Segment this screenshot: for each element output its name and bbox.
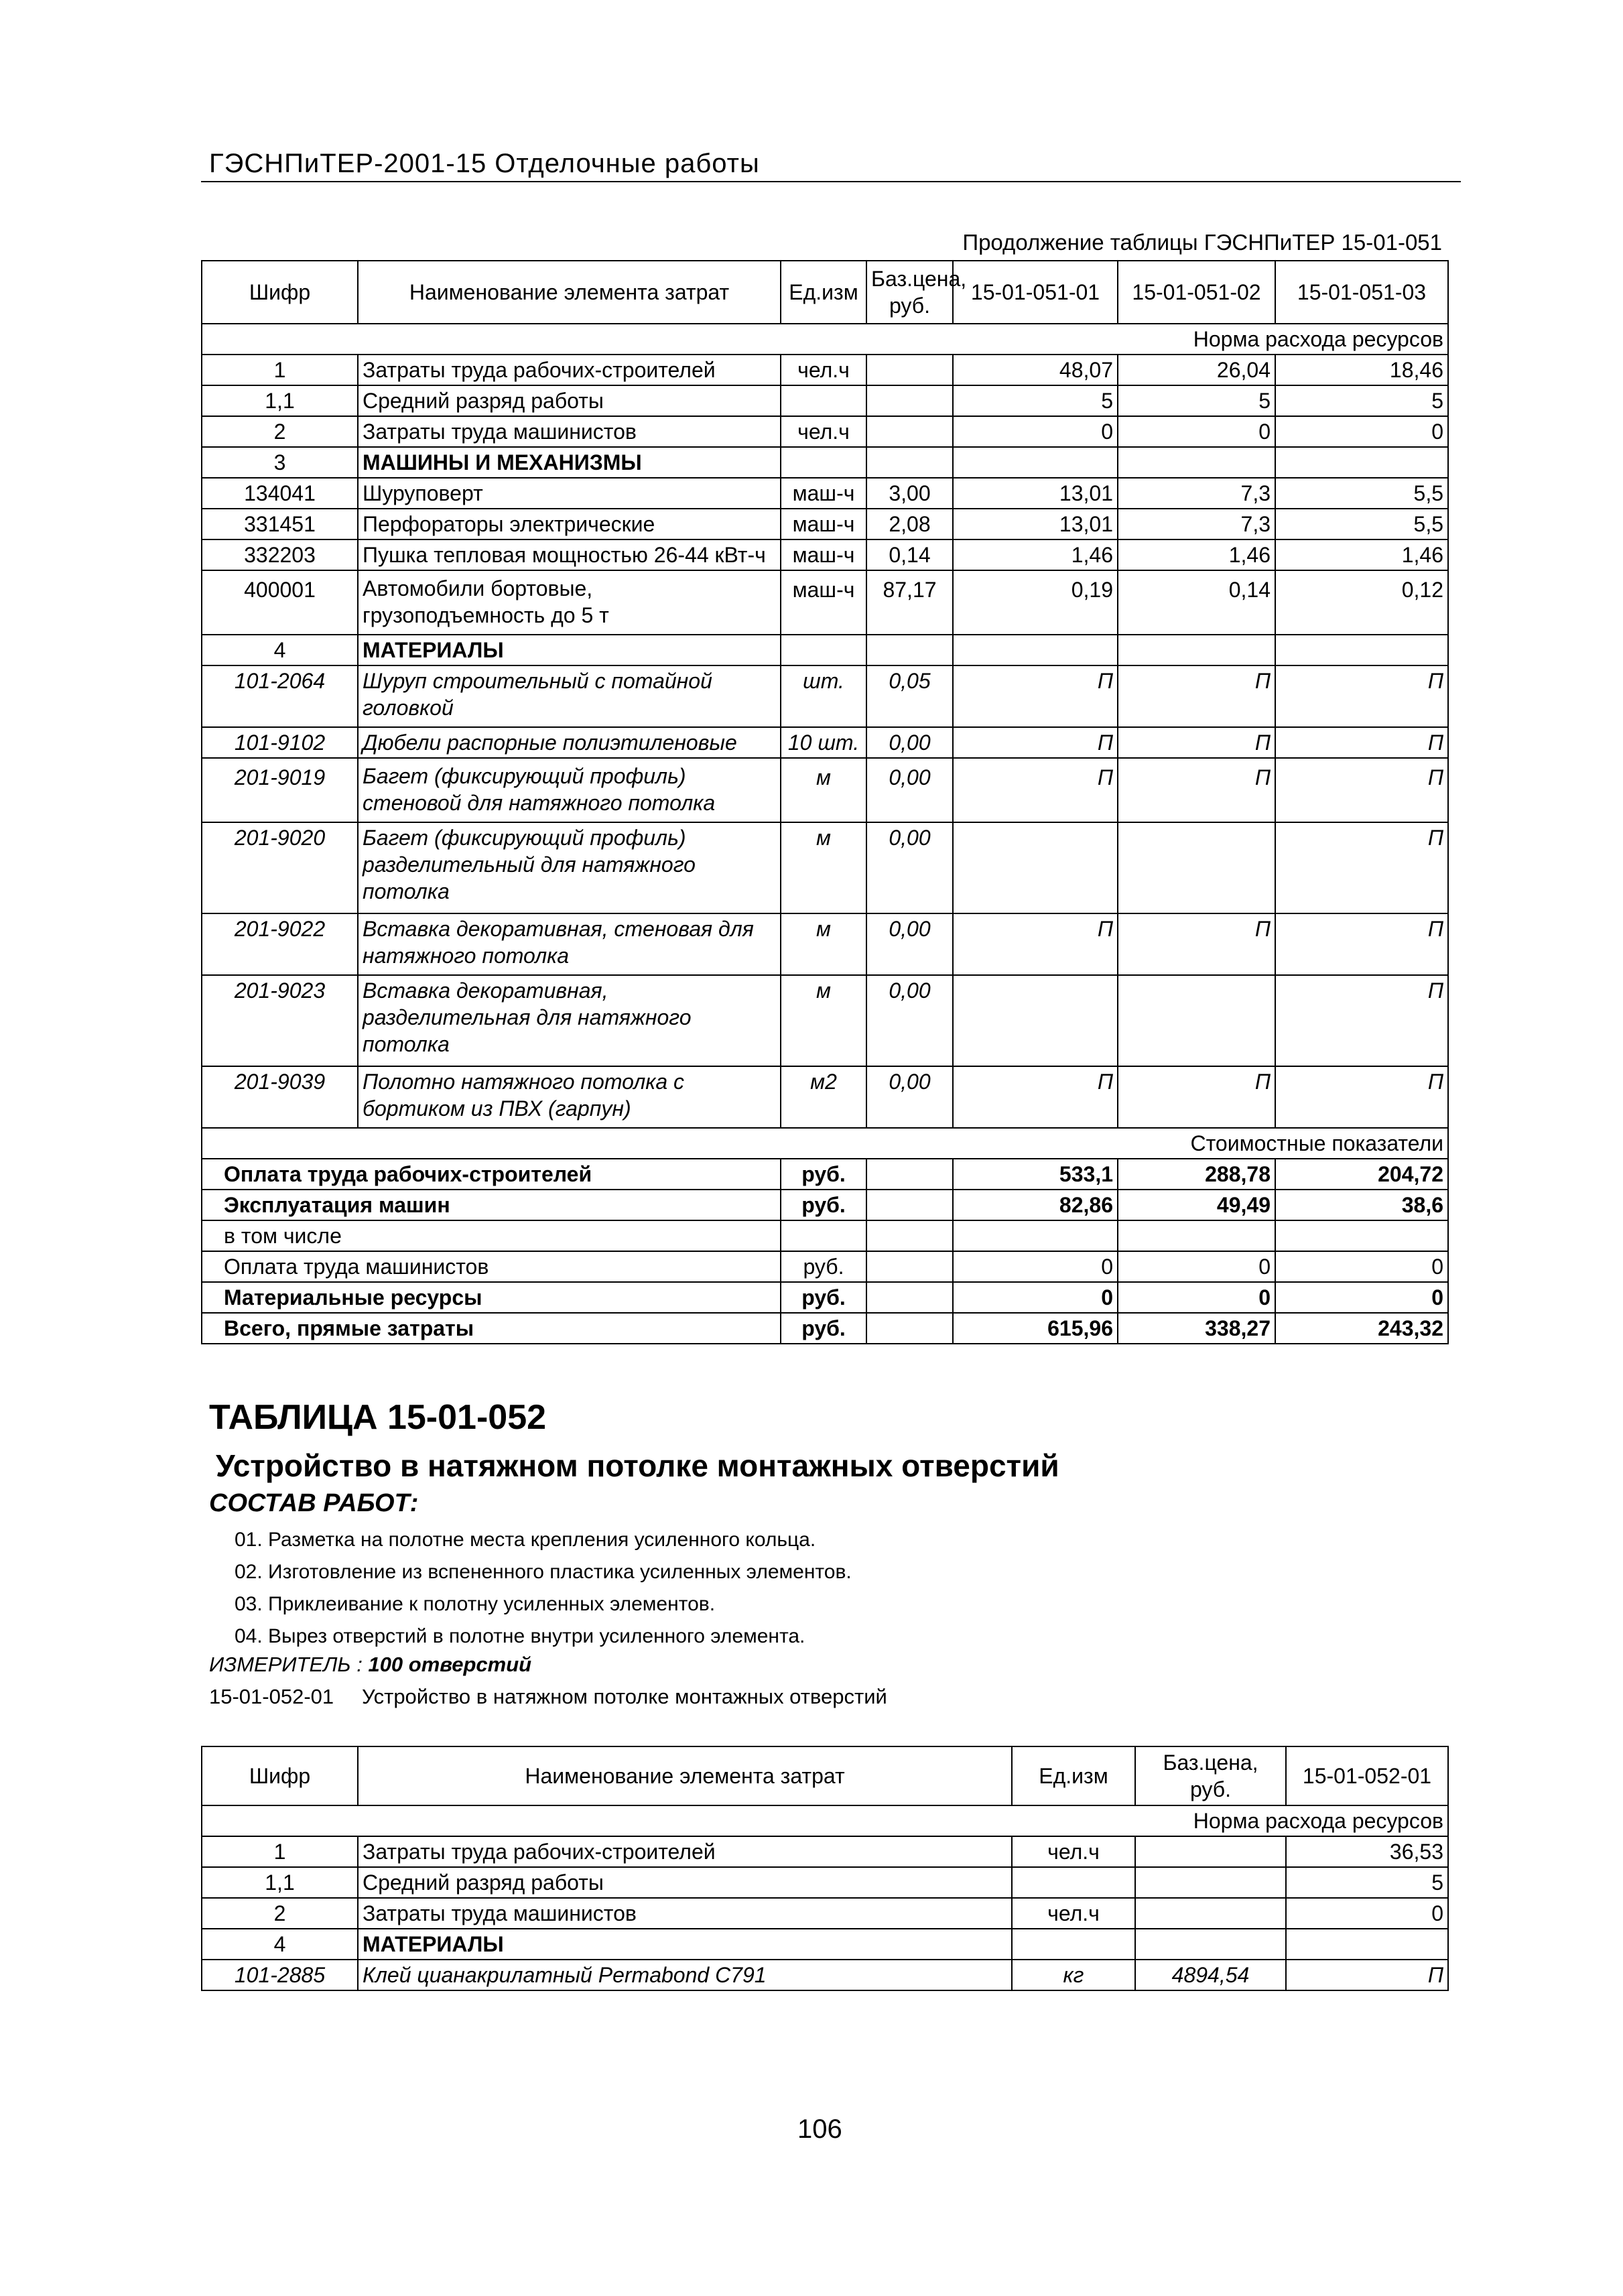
cell-code: 101-2064 [202,665,358,727]
item-line [209,1685,887,1709]
cell-name: Средний разряд работы [358,1867,1012,1898]
works-list [235,1524,852,1653]
cell-unit [1012,1929,1135,1960]
cell-code: 134041 [202,478,358,509]
cost-v1: 615,96 [953,1313,1118,1344]
cost-v1 [953,1220,1118,1251]
cell-v2: П [1118,1066,1275,1128]
cell-code: 201-9022 [202,913,358,975]
cell-price: 2,08 [866,509,953,539]
cell-name: Полотно натяжного потолка с бортиком из ПВХ (гарпун) [358,1066,781,1128]
cell-unit: маш-ч [781,509,866,539]
cell-price [1135,1867,1286,1898]
cost-v3: 38,6 [1275,1190,1448,1220]
col-header-v1: 15-01-051-01 [953,261,1118,324]
cell-name: Клей цианакрилатный Permabond C791 [358,1960,1012,1990]
cell-v1 [953,822,1118,913]
table-row [202,570,1448,635]
cost-v2: 0 [1118,1251,1275,1282]
meter-line [209,1653,531,1677]
cell-name: Багет (фиксирующий профиль) разделительный для натяжного потолка [358,822,781,913]
cell-unit: м [781,822,866,913]
cell-v3: 18,46 [1275,355,1448,385]
cell-price [866,447,953,478]
cost-v1: 0 [953,1282,1118,1313]
cell-unit: кг [1012,1960,1135,1990]
section-header-cell: Стоимостные показатели [202,1128,1448,1159]
col-header-price: Баз.цена, руб. [1135,1746,1286,1805]
cell-v2 [1118,447,1275,478]
table-row [202,1960,1448,1990]
col-header-price: Баз.цена, руб. [866,261,953,324]
table-row [202,822,1448,913]
cell-code: 201-9020 [202,822,358,913]
cell-v1: 5 [953,385,1118,416]
cell-unit [781,447,866,478]
cell-v1: П [1286,1960,1448,1990]
cost-price [866,1251,953,1282]
cell-code: 1,1 [202,385,358,416]
cell-v3 [1275,447,1448,478]
cost-v3 [1275,1220,1448,1251]
cell-v1: П [953,1066,1118,1128]
cell-price [866,385,953,416]
cost-v2: 338,27 [1118,1313,1275,1344]
continuation-note: Продолжение таблицы ГЭСНПиТЕР 15-01-051 [962,230,1442,255]
table-row [202,385,1448,416]
cell-price: 87,17 [866,570,953,635]
cell-v3: П [1275,758,1448,822]
cell-name: Автомобили бортовые, грузоподъемность до 5 т [358,570,781,635]
cell-code: 201-9023 [202,975,358,1066]
cost-row [202,1313,1448,1344]
cost-v1: 533,1 [953,1159,1118,1190]
cell-v1: П [953,665,1118,727]
cell-code: 101-9102 [202,727,358,758]
cell-v1: 13,01 [953,509,1118,539]
item-name: Устройство в натяжном потолке монтажных отверстий [362,1685,887,1708]
cost-v3: 204,72 [1275,1159,1448,1190]
table-row [202,1867,1448,1898]
norm-header-row [202,324,1448,355]
cell-unit [1012,1867,1135,1898]
cost-header-row [202,1128,1448,1159]
cell-code: 331451 [202,509,358,539]
table-row [202,355,1448,385]
cell-v1: 13,01 [953,478,1118,509]
cell-unit: чел.ч [781,355,866,385]
cell-unit: маш-ч [781,570,866,635]
cell-price [866,416,953,447]
cell-v1: П [953,758,1118,822]
cell-v2: П [1118,665,1275,727]
cell-v3: П [1275,822,1448,913]
cell-name: Шуруп строительный с потайной головкой [358,665,781,727]
table-row [202,1066,1448,1128]
cell-v2: 1,46 [1118,539,1275,570]
cell-v2: П [1118,727,1275,758]
cell-price: 0,00 [866,913,953,975]
cell-name: Затраты труда рабочих-строителей [358,355,781,385]
cell-v1: 1,46 [953,539,1118,570]
cell-v3: П [1275,1066,1448,1128]
table-row [202,1929,1448,1960]
cell-v2: П [1118,758,1275,822]
cell-price [866,355,953,385]
table-row [202,1836,1448,1867]
table-row [202,635,1448,665]
cost-unit: руб. [781,1159,866,1190]
cell-name: Затраты труда машинистов [358,1898,1012,1929]
table-row [202,975,1448,1066]
resource-table-051 [201,260,1449,1344]
cell-unit: шт. [781,665,866,727]
cell-unit: чел.ч [781,416,866,447]
cell-code: 1,1 [202,1867,358,1898]
cost-v3: 0 [1275,1251,1448,1282]
cell-price: 0,00 [866,1066,953,1128]
cell-v3: 0 [1275,416,1448,447]
table-row [202,539,1448,570]
cell-v3: П [1275,727,1448,758]
table-row [202,478,1448,509]
cost-name: Оплата труда рабочих-строителей [202,1159,781,1190]
cost-price [866,1313,953,1344]
resource-table-052 [201,1746,1449,1991]
cost-v2: 49,49 [1118,1190,1275,1220]
cost-name: Всего, прямые затраты [202,1313,781,1344]
cell-v1: П [953,913,1118,975]
col-header-name: Наименование элемента затрат [358,261,781,324]
cell-price: 3,00 [866,478,953,509]
table-row [202,1898,1448,1929]
cell-price: 0,00 [866,758,953,822]
col-header-unit: Ед.изм [1012,1746,1135,1805]
cost-price [866,1220,953,1251]
cost-v1: 0 [953,1251,1118,1282]
cost-price [866,1159,953,1190]
col-header-name: Наименование элемента затрат [358,1746,1012,1805]
cost-row [202,1251,1448,1282]
cell-v3: П [1275,975,1448,1066]
cost-name: Эксплуатация машин [202,1190,781,1220]
cell-name: Перфораторы электрические [358,509,781,539]
cell-unit [781,385,866,416]
cost-name: Материальные ресурсы [202,1282,781,1313]
table-row [202,416,1448,447]
work-item: 01. Разметка на полотне места крепления усиленного кольца. [235,1529,816,1551]
cost-row [202,1282,1448,1313]
cell-v3: 5,5 [1275,509,1448,539]
table-row [202,727,1448,758]
cost-unit: руб. [781,1251,866,1282]
cell-name: Средний разряд работы [358,385,781,416]
cell-name: МАШИНЫ И МЕХАНИЗМЫ [358,447,781,478]
cell-v3: 1,46 [1275,539,1448,570]
cell-v2 [1118,975,1275,1066]
cell-name: Вставка декоративная, разделительная для натяжного потолка [358,975,781,1066]
work-item: 02. Изготовление из вспененного пластика усиленных элементов. [235,1561,852,1583]
cell-v1 [953,447,1118,478]
table-row [202,509,1448,539]
cost-v3: 0 [1275,1282,1448,1313]
cost-unit: руб. [781,1282,866,1313]
cell-v2 [1118,822,1275,913]
cell-price [1135,1898,1286,1929]
norm-header-row [202,1805,1448,1836]
cost-v2: 0 [1118,1282,1275,1313]
col-header-code: Шифр [202,1746,358,1805]
cell-v3: 0,12 [1275,570,1448,635]
cell-v3: П [1275,913,1448,975]
cell-v3: П [1275,665,1448,727]
cell-price: 0,00 [866,727,953,758]
section-header-cell: Норма расхода ресурсов [202,1805,1448,1836]
cost-v2 [1118,1220,1275,1251]
cell-name: Шуруповерт [358,478,781,509]
cell-v3: 5 [1275,385,1448,416]
cell-price: 4894,54 [1135,1960,1286,1990]
cost-price [866,1282,953,1313]
cell-code: 1 [202,355,358,385]
cell-name: Затраты труда рабочих-строителей [358,1836,1012,1867]
cell-price: 0,00 [866,822,953,913]
cell-code: 3 [202,447,358,478]
cost-name: в том числе [202,1220,781,1251]
table-row [202,913,1448,975]
cell-v3 [1275,635,1448,665]
cell-name: Пушка тепловая мощностью 26-44 кВт-ч [358,539,781,570]
cell-unit: м [781,975,866,1066]
cell-code: 2 [202,416,358,447]
col-header-v2: 15-01-051-02 [1118,261,1275,324]
cost-v3: 243,32 [1275,1313,1448,1344]
cost-unit: руб. [781,1313,866,1344]
table-row [202,447,1448,478]
col-header-unit: Ед.изм [781,261,866,324]
section-subtitle: Устройство в натяжном потолке монтажных отверстий [216,1448,1059,1483]
header-rule [201,181,1461,182]
cell-price: 0,05 [866,665,953,727]
col-header-v3: 15-01-051-03 [1275,261,1448,324]
running-header: ГЭСНПиТЕР-2001-15 Отделочные работы [209,149,760,178]
cost-price [866,1190,953,1220]
col-header-v1: 15-01-052-01 [1286,1746,1448,1805]
cell-unit: чел.ч [1012,1836,1135,1867]
meter-value: 100 отверстий [368,1653,532,1676]
cell-unit: м [781,758,866,822]
cell-unit: 10 шт. [781,727,866,758]
cell-code: 400001 [202,570,358,635]
col-header-code: Шифр [202,261,358,324]
cell-v2: 0,14 [1118,570,1275,635]
section-title: ТАБЛИЦА 15-01-052 [209,1398,547,1437]
cost-unit: руб. [781,1190,866,1220]
cell-v2: 5 [1118,385,1275,416]
cell-unit: маш-ч [781,539,866,570]
cost-unit [781,1220,866,1251]
cell-code: 4 [202,1929,358,1960]
work-item: 03. Приклеивание к полотну усиленных элементов. [235,1593,716,1615]
cell-unit: м [781,913,866,975]
cell-v1: 48,07 [953,355,1118,385]
cell-code: 101-2885 [202,1960,358,1990]
cell-code: 201-9039 [202,1066,358,1128]
cell-v1 [953,975,1118,1066]
cell-price [1135,1836,1286,1867]
cell-v2: 0 [1118,416,1275,447]
cell-v1 [1286,1929,1448,1960]
cell-code: 2 [202,1898,358,1929]
cell-name: Багет (фиксирующий профиль) стеновой для натяжного потолка [358,758,781,822]
meter-label: ИЗМЕРИТЕЛЬ : [209,1653,363,1676]
cell-v2: 7,3 [1118,509,1275,539]
cell-v2: 7,3 [1118,478,1275,509]
cost-v1: 82,86 [953,1190,1118,1220]
table-row [202,758,1448,822]
cell-v1 [953,635,1118,665]
cell-v3: 5,5 [1275,478,1448,509]
cell-v1: 5 [1286,1867,1448,1898]
cell-code: 201-9019 [202,758,358,822]
cost-row [202,1159,1448,1190]
work-item: 04. Вырез отверстий в полотне внутри усиленного элемента. [235,1625,805,1647]
cell-price [866,635,953,665]
cell-code: 1 [202,1836,358,1867]
cost-row [202,1220,1448,1251]
cell-v2: П [1118,913,1275,975]
cost-v2: 288,78 [1118,1159,1275,1190]
cell-unit: м2 [781,1066,866,1128]
cell-v2: 26,04 [1118,355,1275,385]
item-code: 15-01-052-01 [209,1685,334,1708]
cell-unit: чел.ч [1012,1898,1135,1929]
cell-name: МАТЕРИАЛЫ [358,635,781,665]
cell-price: 0,14 [866,539,953,570]
composition-label: СОСТАВ РАБОТ: [209,1489,419,1517]
cell-v1: 0 [953,416,1118,447]
cost-name: Оплата труда машинистов [202,1251,781,1282]
cell-v1: 36,53 [1286,1836,1448,1867]
cell-name: Вставка декоративная, стеновая для натяжного потолка [358,913,781,975]
cell-name: Затраты труда машинистов [358,416,781,447]
cell-v1: П [953,727,1118,758]
cost-row [202,1190,1448,1220]
cell-v1: 0,19 [953,570,1118,635]
table-row [202,665,1448,727]
cell-price: 0,00 [866,975,953,1066]
cell-v1: 0 [1286,1898,1448,1929]
section-header-cell: Норма расхода ресурсов [202,324,1448,355]
cell-name: Дюбели распорные полиэтиленовые [358,727,781,758]
cell-name: МАТЕРИАЛЫ [358,1929,1012,1960]
cell-v2 [1118,635,1275,665]
page-number: 106 [797,2114,842,2144]
cell-price [1135,1929,1286,1960]
cell-unit [781,635,866,665]
cell-unit: маш-ч [781,478,866,509]
cell-code: 332203 [202,539,358,570]
cell-code: 4 [202,635,358,665]
